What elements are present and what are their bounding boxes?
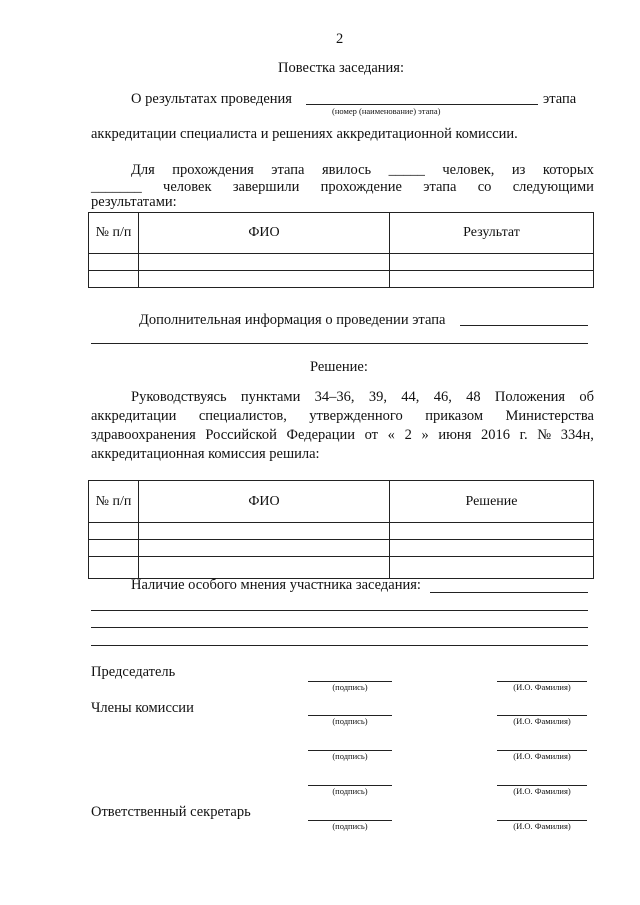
column-number-header: № п/п — [89, 213, 139, 254]
name-caption: (И.О. Фамилия) — [513, 716, 571, 726]
agenda-title: Повестка заседания: — [278, 60, 404, 76]
column-result-header: Результат — [390, 213, 594, 254]
additional-info-label: Дополнительная информация о проведении этапа — [139, 312, 446, 328]
table-cell[interactable] — [390, 557, 594, 579]
members-label: Члены комиссии — [91, 700, 194, 716]
results-table — [88, 212, 594, 288]
special-opinion-label: Наличие особого мнения участника заседания: — [131, 577, 421, 593]
agenda-line2: аккредитации специалиста и решениях аккредитационной комиссии. — [91, 126, 518, 142]
table-row — [89, 254, 594, 271]
table-row — [89, 523, 594, 540]
additional-info-field[interactable] — [460, 325, 588, 326]
special-opinion-line[interactable] — [91, 645, 588, 646]
stage-name-caption: (номер (наименование) этапа) — [332, 106, 441, 116]
table-cell[interactable] — [89, 557, 139, 579]
chairman-label: Председатель — [91, 664, 176, 680]
special-opinion-field[interactable] — [430, 592, 588, 593]
name-caption: (И.О. Фамилия) — [513, 682, 571, 692]
attendance-line3: результатами: — [91, 194, 177, 210]
completed-count-field[interactable]: _______ — [91, 179, 142, 195]
decision-table-header — [89, 481, 594, 523]
column-decision-header: Решение — [390, 481, 594, 523]
table-cell[interactable] — [390, 271, 594, 288]
additional-info-line[interactable] — [91, 343, 588, 344]
table-cell[interactable] — [139, 540, 390, 557]
signature-caption: (подпись) — [332, 786, 368, 796]
table-cell[interactable] — [89, 523, 139, 540]
name-caption: (И.О. Фамилия) — [513, 751, 571, 761]
table-cell[interactable] — [139, 271, 390, 288]
stage-name-field[interactable] — [306, 104, 538, 105]
signature-caption: (подпись) — [332, 682, 368, 692]
agenda-lead: О результатах проведения — [131, 91, 292, 107]
table-cell[interactable] — [89, 254, 139, 271]
table-row — [89, 557, 594, 579]
signature-caption: (подпись) — [332, 751, 368, 761]
column-name-header: ФИО — [139, 213, 390, 254]
decision-title: Решение: — [310, 359, 368, 375]
table-cell[interactable] — [89, 271, 139, 288]
results-table-header — [89, 213, 594, 254]
decision-line4: аккредитационная комиссия решила: — [91, 446, 320, 462]
decision-line1: Руководствуясь пунктами 34–36, 39, 44, 46, 48 Положения об — [131, 389, 594, 405]
table-cell[interactable] — [390, 540, 594, 557]
attended-count-field[interactable]: _____ — [388, 162, 425, 178]
decision-table — [88, 480, 594, 579]
table-cell[interactable] — [390, 523, 594, 540]
decision-line2: аккредитации специалистов, утвержденного приказом Министерства — [91, 408, 594, 424]
special-opinion-line[interactable] — [91, 627, 588, 628]
column-number-header: № п/п — [89, 481, 139, 523]
name-caption: (И.О. Фамилия) — [513, 821, 571, 831]
signature-caption: (подпись) — [332, 716, 368, 726]
page-number: 2 — [336, 31, 344, 47]
secretary-label: Ответственный секретарь — [91, 804, 251, 820]
table-cell[interactable] — [139, 254, 390, 271]
table-cell[interactable] — [89, 540, 139, 557]
special-opinion-line[interactable] — [91, 610, 588, 611]
table-cell[interactable] — [139, 523, 390, 540]
signature-caption: (подпись) — [332, 821, 368, 831]
table-row — [89, 540, 594, 557]
name-caption: (И.О. Фамилия) — [513, 786, 571, 796]
decision-line3: здравоохранения Российской Федерации от « 2 » июня 2016 г. № 334н, — [91, 427, 594, 443]
attendance-line1: Для прохождения этапа явилось _____ человек, из которых — [131, 162, 594, 178]
column-name-header: ФИО — [139, 481, 390, 523]
table-cell[interactable] — [139, 557, 390, 579]
table-cell[interactable] — [390, 254, 594, 271]
attendance-line2: _______ человек завершили прохождение этапа со следующими — [91, 179, 594, 195]
table-row — [89, 271, 594, 288]
agenda-tail: этапа — [543, 91, 577, 107]
